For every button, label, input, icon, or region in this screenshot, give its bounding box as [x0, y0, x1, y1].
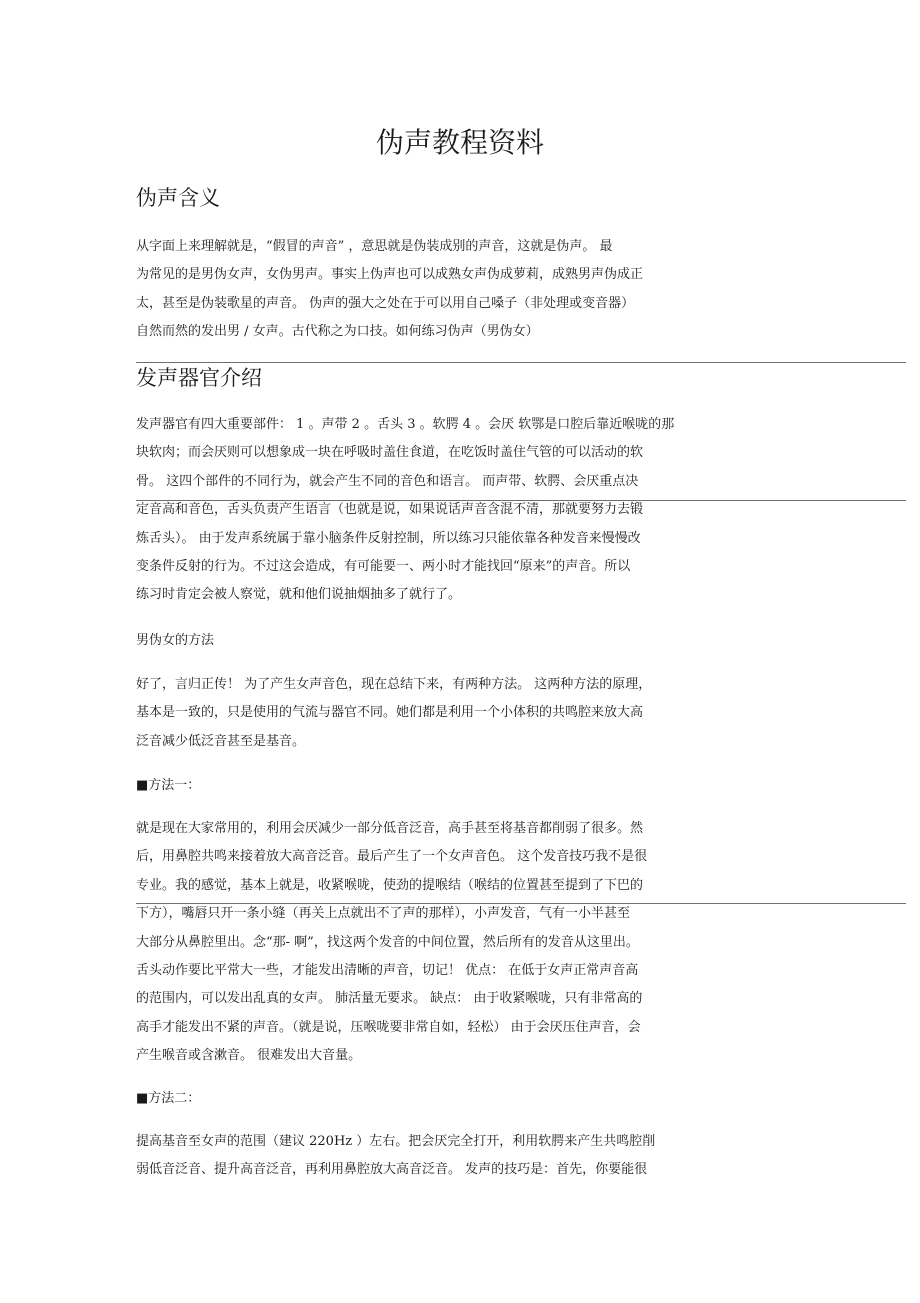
- document-title: 伪声教程资料: [375, 126, 544, 159]
- paragraph-method-two: [136, 1128, 716, 1185]
- text-line: 后，用鼻腔共鸣来接着放大高音泛音。最后产生了一个女声音色。 这个发音技巧我不是很: [136, 849, 648, 865]
- paragraph-method-one: [136, 815, 716, 1071]
- text-line: 产生喉音或含漱音。 很难发出大音量。: [136, 1048, 362, 1064]
- text-line: 自然而然的发出男 / 女声。古代称之为口技。如何练习伪声（男伪女）: [136, 324, 539, 340]
- text-line: 练习时肯定会被人察觉，就和他们说抽烟抽多了就行了。: [136, 587, 462, 603]
- paragraph-organs: [136, 411, 716, 610]
- text-line: 变条件反射的行为。不过这会造成，有可能要一、两小时才能找回“原来”的声音。所以: [136, 559, 631, 575]
- paragraph-meaning: [136, 233, 716, 347]
- text-line: 从字面上来理解就是，“假冒的声音” ，意思就是伪装成别的声音，这就是伪声。 最: [136, 239, 613, 254]
- text-line: 的范围内，可以发出乱真的女声。 肺活量无要求。 缺点： 由于收紧喉咙，只有非常高的: [136, 991, 643, 1007]
- text-line: 下方），嘴唇只开一条小缝（再关上点就出不了声的那样），小声发音，气有一小半甚至: [136, 906, 631, 922]
- text-line: 定音高和音色，舌头负责产生语言（也就是说，如果说话声音含混不清，那就要努力去锻: [136, 502, 644, 518]
- text-line: 骨。 这四个部件的不同行为，就会产生不同的音色和语言。 而声带、软腭、会厌重点决: [136, 473, 639, 489]
- text-line: 泛音减少低泛音甚至是基音。: [136, 733, 306, 749]
- text-line: 好了，言归正传！ 为了产生女声音色，现在总结下来，有两种方法。 这两种方法的原理，: [136, 677, 652, 692]
- divider-line: [136, 903, 906, 904]
- text-line: 炼舌头）。 由于发声系统属于靠小脑条件反射控制，所以练习只能依靠各种发音来慢慢改: [136, 530, 641, 546]
- text-line: 提高基音至女声的范围（建议 220Hz ）左右。把会厌完全打开，利用软腭来产生共鸣腔削: [136, 1134, 656, 1149]
- paragraph-intro: [136, 671, 716, 756]
- method-two-label: ■方法二：: [136, 1091, 201, 1106]
- text-line: 大部分从鼻腔里出。念“那- 啊”，找这两个发音的中间位置，然后所有的发音从这里出。: [136, 934, 639, 950]
- text-line: 基本是一致的，只是使用的气流与器官不同。她们都是利用一个小体积的共鸣腔来放大高: [136, 705, 644, 721]
- text-line: 就是现在大家常用的，利用会厌减少一部分低音泛音，高手甚至将基音都削弱了很多。然: [136, 821, 644, 836]
- divider-line: [136, 362, 906, 363]
- method-heading: 男伪女的方法: [136, 633, 215, 648]
- text-line: 专业。我的感觉，基本上就是，收紧喉咙，使劲的提喉结（喉结的位置甚至提到了下巴的: [136, 877, 644, 893]
- text-line: 块软肉；而会厌则可以想象成一块在呼吸时盖住食道，在吃饭时盖住气管的可以活动的软: [136, 445, 644, 461]
- text-line: 为常见的是男伪女声，女伪男声。事实上伪声也可以成熟女声伪成萝莉，成熟男声伪成正: [136, 267, 644, 283]
- divider-line: [136, 500, 906, 501]
- text-line: 太，甚至是伪装歌星的声音。 伪声的强大之处在于可以用自己嗓子（非处理或变音器）: [136, 295, 635, 311]
- method-one-label: ■方法一：: [136, 778, 201, 793]
- text-line: 发声器官有四大重要部件： 1 。声带 2 。舌头 3 。软腭 4 。会厌 软鄂是口腔后靠近喉咙的那: [136, 417, 675, 432]
- section-heading-meaning: 伪声含义: [136, 186, 220, 210]
- text-line: 弱低音泛音、提升高音泛音，再利用鼻腔放大高音泛音。 发声的技巧是：首先，你要能很: [136, 1162, 648, 1178]
- text-line: 高手才能发出不紧的声音。（就是说，压喉咙要非常自如，轻松） 由于会厌压住声音，会: [136, 1019, 641, 1035]
- section-heading-organs: 发声器官介绍: [136, 366, 262, 390]
- text-line: 舌头动作要比平常大一些，才能发出清晰的声音，切记！ 优点： 在低于女声正常声音高: [136, 963, 639, 979]
